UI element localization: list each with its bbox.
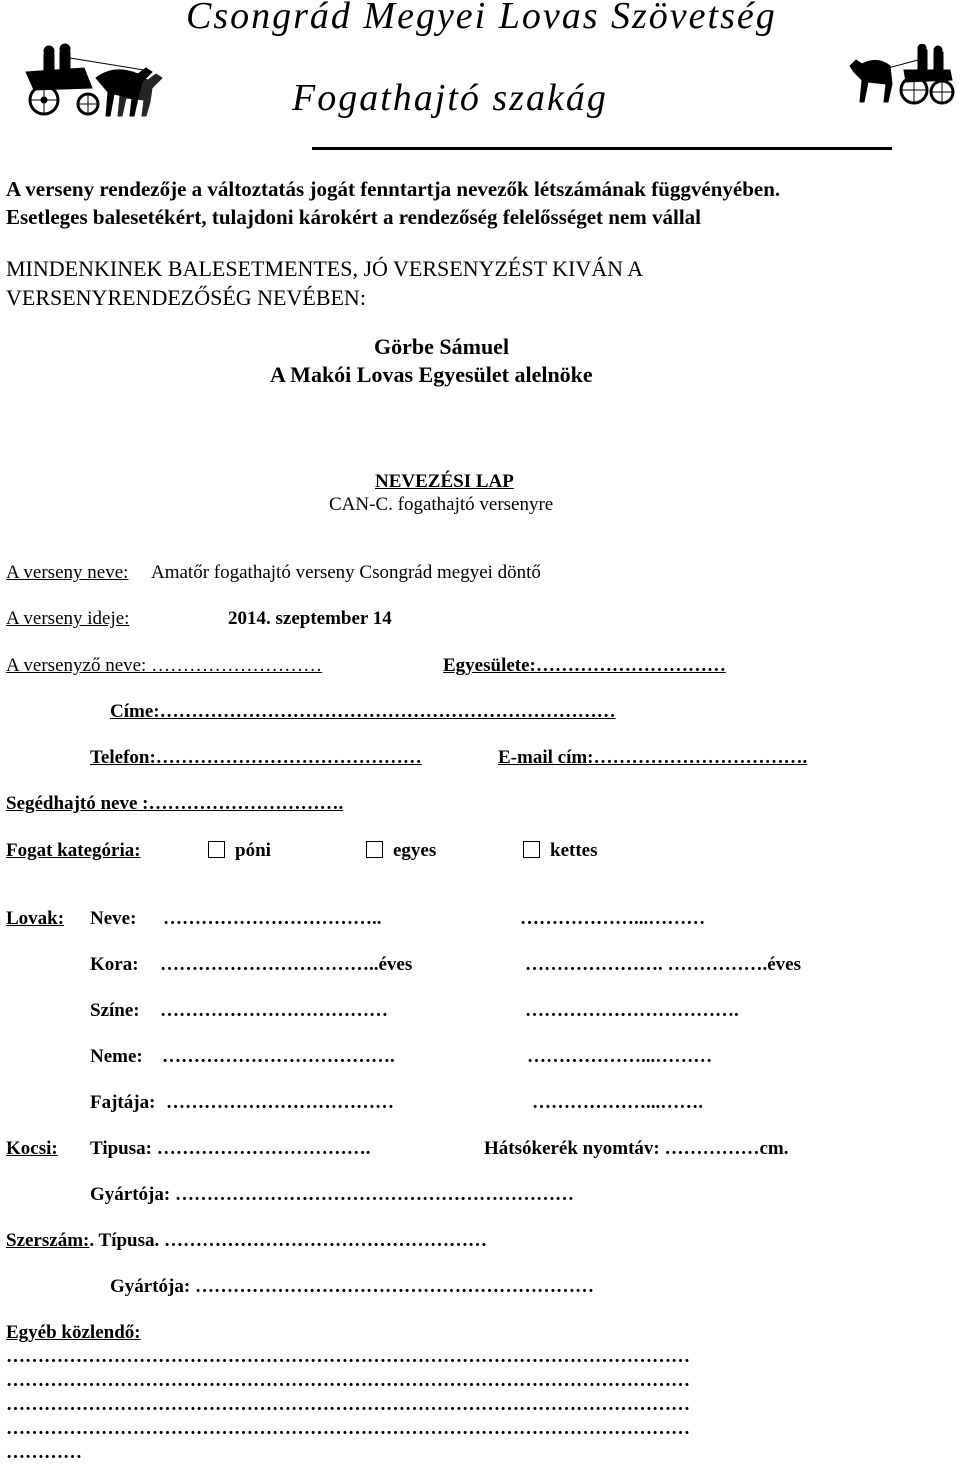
horse-sex-field-2[interactable]: ………………...……… — [527, 1046, 713, 1067]
horse-name-field-1[interactable]: …………………………….. — [163, 908, 382, 929]
horses-label: Lovak: — [6, 908, 65, 929]
carriage-maker-field[interactable]: Gyártója: ……………………………………………………… — [90, 1184, 574, 1205]
race-name-value: Amatőr fogathajtó verseny Csongrád megyei döntő — [151, 562, 541, 583]
horse-breed-label: Fajtája: — [90, 1092, 156, 1113]
harness-type-field[interactable]: . Típusa. …………………………………………… — [89, 1230, 487, 1251]
association-title: Csongrád Megyei Lovas Szövetség — [186, 0, 777, 37]
club-field[interactable]: Egyesülete:………………………… — [443, 655, 726, 676]
other-notes-line[interactable]: ……………………………………………………………………………………………… — [6, 1418, 690, 1439]
race-name-label: A verseny neve: — [6, 562, 129, 583]
horse-color-field-2[interactable]: ……………………………. — [525, 1000, 739, 1021]
section-title: Fogathajtó szakág — [292, 77, 608, 119]
horse-sex-field-1[interactable]: ………………………………. — [162, 1046, 395, 1067]
carriage-logo-right — [848, 44, 958, 106]
rear-track-field[interactable]: Hátsókerék nyomtáv: ……………cm. — [484, 1138, 789, 1159]
other-notes-label: Egyéb közlendő: — [6, 1322, 141, 1343]
horse-age-field-2[interactable]: …………………. …………….éves — [525, 954, 802, 975]
phone-field[interactable]: Telefon:…………………………………… — [90, 747, 422, 768]
carriage-label: Kocsi: — [6, 1138, 58, 1159]
other-notes-line[interactable]: ……………………………………………………………………………………………… — [6, 1370, 690, 1391]
checkbox-icon[interactable] — [208, 841, 225, 858]
horse-age-label: Kora: — [90, 954, 139, 975]
form-heading: NEVEZÉSI LAP — [375, 471, 514, 492]
category-option-single[interactable]: egyes — [366, 840, 436, 862]
horse-name-label: Neve: — [90, 908, 137, 929]
horse-breed-field-1[interactable]: ……………………………… — [166, 1092, 394, 1113]
harness-label: Szerszám: — [6, 1230, 90, 1251]
notice-line-1: A verseny rendezője a változtatás jogát fenntartja nevezők létszámának függvényében. — [6, 177, 781, 201]
category-option-pair[interactable]: kettes — [523, 840, 597, 862]
horse-sex-label: Neme: — [90, 1046, 143, 1067]
harness-maker-field[interactable]: Gyártója: ……………………………………………………… — [110, 1276, 594, 1297]
horse-name-field-2[interactable]: ………………...……… — [520, 908, 706, 929]
horse-color-label: Színe: — [90, 1000, 140, 1021]
horse-age-field-1[interactable]: ……………………………..éves — [160, 954, 413, 975]
signer-role: A Makói Lovas Egyesület alelnöke — [270, 362, 593, 387]
carriage-type-field[interactable]: Tipusa: ……………………………. — [90, 1138, 371, 1159]
checkbox-icon[interactable] — [523, 841, 540, 858]
carriage-logo-left — [14, 38, 164, 118]
address-field[interactable]: Címe:……………………………………………………………… — [110, 701, 616, 722]
notice-line-2: Esetleges balesetékért, tulajdoni károkért a rendezőség felelősséget nem vállal — [6, 205, 702, 229]
form-subheading: CAN-C. fogathajtó versenyre — [329, 494, 554, 515]
signer-name: Görbe Sámuel — [374, 334, 510, 359]
wish-line-1: MINDENKINEK BALESETMENTES, JÓ VERSENYZÉST KIVÁN A — [6, 256, 644, 281]
assistant-driver-field[interactable]: Segédhajtó neve :…………………………. — [6, 793, 344, 814]
driver-name-field[interactable]: A versenyző neve: ……………………… — [6, 655, 323, 676]
other-notes-line[interactable]: ………… — [6, 1442, 82, 1463]
email-field[interactable]: E-mail cím:……………………………. — [498, 747, 808, 768]
race-date-label: A verseny ideje: — [6, 608, 130, 629]
checkbox-icon[interactable] — [366, 841, 383, 858]
race-date-value: 2014. szeptember 14 — [228, 608, 392, 629]
header-rule — [312, 147, 892, 150]
category-option-pony[interactable]: póni — [208, 840, 271, 862]
other-notes-line[interactable]: ……………………………………………………………………………………………… — [6, 1394, 690, 1415]
wish-line-2: VERSENYRENDEZŐSÉG NEVÉBEN: — [6, 285, 366, 310]
harness-row[interactable] — [6, 1230, 487, 1252]
horse-breed-field-2[interactable]: ………………...……. — [532, 1092, 703, 1113]
horse-color-field-1[interactable]: ……………………………… — [160, 1000, 388, 1021]
other-notes-line[interactable]: ……………………………………………………………………………………………… — [6, 1346, 690, 1367]
category-label: Fogat kategória: — [6, 840, 141, 861]
